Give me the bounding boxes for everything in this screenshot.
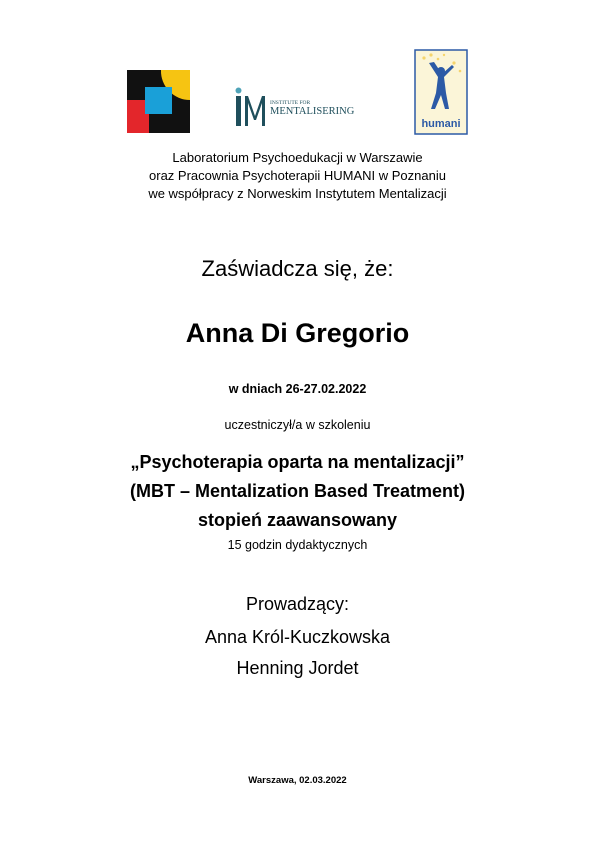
certifies-heading: Zaświadcza się, że: — [201, 256, 394, 281]
humani-logo-text: humani — [421, 118, 461, 130]
institutions — [0, 149, 595, 203]
course-title-line: „Psychoterapia oparta na mentalizacji” — [130, 452, 465, 472]
institute-small-text: INSTITUTE FOR — [270, 100, 311, 106]
institute-mentalisering-logo — [233, 86, 373, 130]
course-title — [0, 448, 595, 535]
course-level: stopień zaawansowany — [197, 510, 398, 530]
participation-statement: uczestniczył/a w szkoleniu — [224, 418, 371, 432]
institution-line: we współpracy z Norweskim Instytutem Mentalizacji — [148, 186, 447, 201]
humani-logo — [414, 49, 468, 135]
laboratorium-logo — [127, 70, 190, 133]
instructors-heading: Prowadzący: — [245, 594, 350, 614]
instructor-name: Henning Jordet — [236, 658, 359, 678]
place-and-date: Warszawa, 02.03.2022 — [248, 775, 347, 786]
course-hours: 15 godzin dydaktycznych — [227, 538, 368, 552]
instructor-name: Anna Król-Kuczkowska — [204, 627, 391, 647]
participant-name: Anna Di Gregorio — [185, 318, 410, 348]
instructors-list — [0, 622, 595, 684]
logo-row — [0, 0, 595, 140]
course-title-line: (MBT – Mentalization Based Treatment) — [129, 481, 466, 501]
training-dates: w dniach 26-27.02.2022 — [228, 382, 367, 396]
institution-line: oraz Pracownia Psychoterapii HUMANI w Poznaniu — [149, 168, 446, 183]
institution-line: Laboratorium Psychoedukacji w Warszawie — [172, 150, 423, 165]
institute-name-text: MENTALISERING — [270, 106, 355, 117]
